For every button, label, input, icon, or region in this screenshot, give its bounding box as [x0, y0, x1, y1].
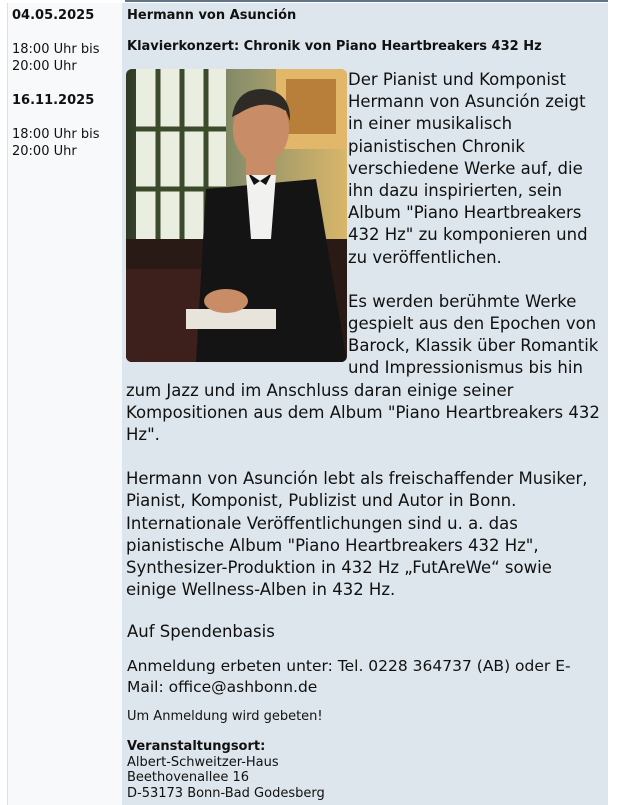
venue-name: Albert-Schweitzer-Haus — [127, 754, 279, 770]
top-divider — [125, 0, 608, 2]
venue-label: Veranstaltungsort: — [127, 739, 266, 754]
event-time-1: 18:00 Uhr bis 20:00 Uhr — [12, 42, 100, 74]
paragraph-3: Hermann von Asunción lebt als freischaffender Musiker, Pianist, Komponist, Publizist und Autor in Bonn. Internationale Veröffentlichungen sind u. a. das pianistische Album "Piano Heartbreakers 432 Hz", Synthesizer-Produktion in 432 Hz „FutAreWe“ sowie einige Wellness-Alben in 432 Hz. — [126, 469, 588, 600]
paragraph-1: Der Pianist und Komponist Hermann von Asunción zeigt in einer musikalisch pianistischen Chronik verschiedene Werke auf, die ihn dazu inspirierten, sein Album "Piano Heartbreakers 432 Hz" zu komponieren und zu veröffentlichen. — [348, 70, 588, 267]
venue-street: Beethovenallee 16 — [127, 770, 249, 785]
date-column — [7, 3, 123, 805]
event-description — [126, 69, 604, 623]
event-date-2: 16.11.2025 — [12, 93, 95, 108]
paragraph-2: Es werden berühmte Werke gespielt aus den Epochen von Barock, Klassik über Romantik und Impressionismus bis hin zum Jazz und im Anschluss daran einige seiner Kompositionen aus dem Album "Piano Heartbreakers 432 Hz". — [126, 291, 600, 445]
venue-city: D-53173 Bonn-Bad Godesberg — [127, 785, 325, 801]
registration-info: Anmeldung erbeten unter: Tel. 0228 364737 (AB) oder E-Mail: office@ashbonn.de — [127, 657, 571, 696]
event-details — [122, 3, 608, 805]
donation-note: Auf Spendenbasis — [127, 622, 275, 641]
event-title: Hermann von Asunción — [127, 8, 297, 23]
registration-note: Um Anmeldung wird gebeten! — [127, 709, 323, 724]
event-date-1: 04.05.2025 — [12, 8, 95, 23]
event-subtitle: Klavierkonzert: Chronik von Piano Heartbreakers 432 Hz — [127, 39, 542, 54]
pianist-photo — [126, 69, 347, 362]
event-time-2: 18:00 Uhr bis 20:00 Uhr — [12, 127, 100, 159]
venue-block — [127, 739, 325, 801]
